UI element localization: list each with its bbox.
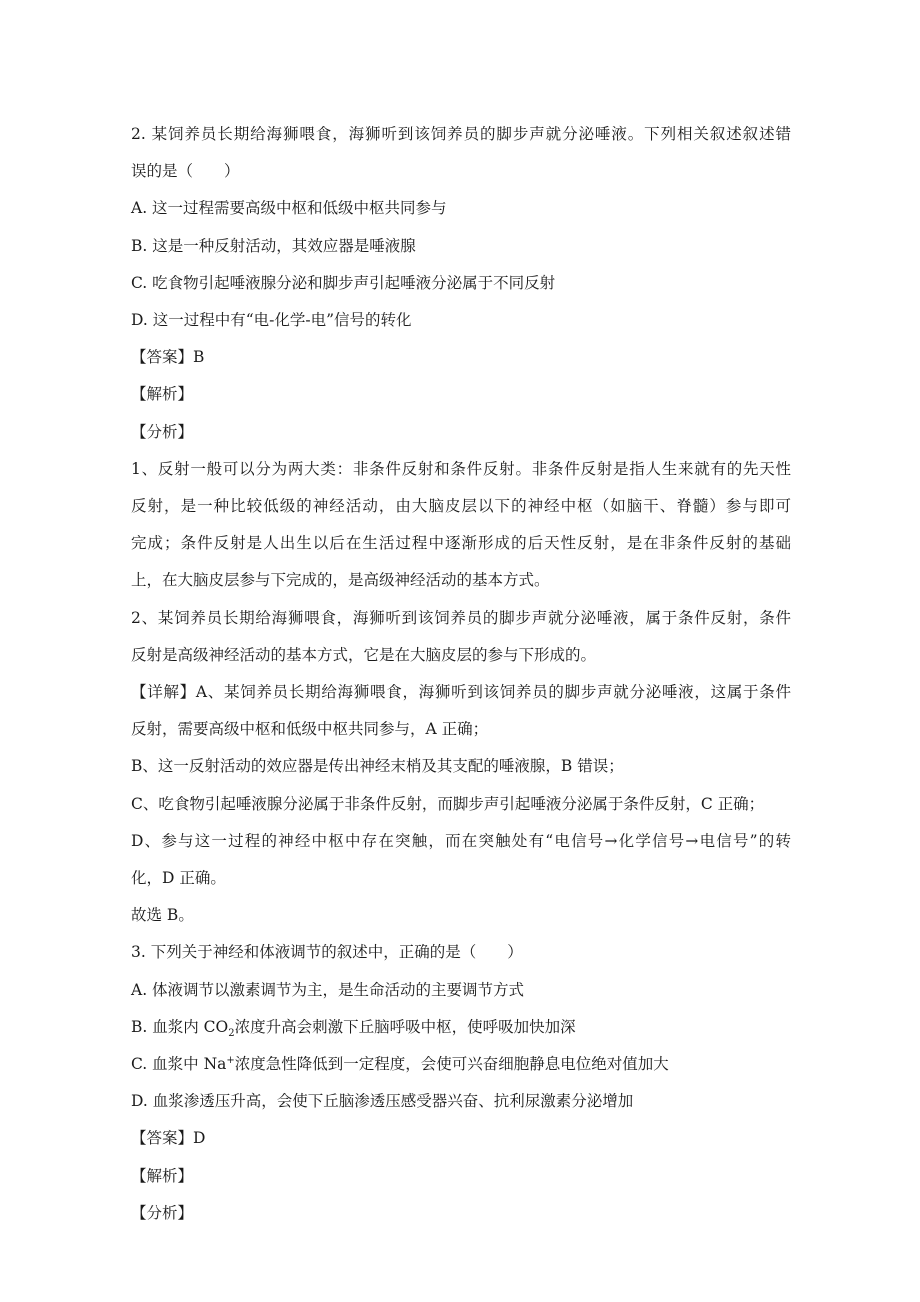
q3-fenxi-heading: 【分析】 — [131, 1203, 194, 1222]
q3-option-c-post: 浓度急性降低到一定程度，会使可兴奋细胞静息电位绝对值加大 — [234, 1055, 669, 1074]
page-content — [131, 116, 791, 1232]
q2-analysis-2-line1: 2、某饲养员长期给海狮喂食，海狮听到该饲养员的脚步声就分泌唾液，属于条件反射，条件 — [131, 608, 791, 627]
q3-option-c-pre: C. 血浆中 Na — [131, 1055, 227, 1074]
q3-jiexi-heading: 【解析】 — [131, 1166, 194, 1185]
q3-option-b-pre: B. 血浆内 CO — [131, 1017, 229, 1036]
q2-analysis-1-line1: 1、反射一般可以分为两大类：非条件反射和条件反射。非条件反射是指人生来就有的先天性 — [131, 459, 791, 478]
q2-analysis-1-line2: 反射，是一种比较低级的神经活动，由大脑皮层以下的神经中枢（如脑干、脊髓）参与即可 — [131, 497, 791, 516]
q3-option-b — [131, 1009, 791, 1046]
q2-detail-a-line2: 反射，需要高级中枢和低级中枢共同参与，A 正确； — [131, 720, 489, 739]
q2-option-c: C. 吃食物引起唾液腺分泌和脚步声引起唾液分泌属于不同反射 — [131, 273, 556, 292]
q2-detail-c: C、吃食物引起唾液腺分泌属于非条件反射，而脚步声引起唾液分泌属于条件反射，C 正确； — [131, 794, 765, 813]
q2-option-a: A. 这一过程需要高级中枢和低级中枢共同参与 — [131, 199, 447, 218]
q2-fenxi-heading: 【分析】 — [131, 422, 194, 441]
q2-analysis-1-line4: 上，在大脑皮层参与下完成的，是高级神经活动的基本方式。 — [131, 571, 550, 590]
q2-detail-a-text: A、某饲养员长期给海狮喂食，海狮听到该饲养员的脚步声就分泌唾液，这属于条件 — [195, 683, 791, 702]
q2-detail-label: 【详解】 — [131, 683, 196, 702]
q3-option-c-superscript: + — [226, 1054, 235, 1066]
q2-detail-b: B、这一反射活动的效应器是传出神经末梢及其支配的唾液腺，B 错误； — [131, 757, 624, 776]
q3-option-c — [131, 1046, 791, 1083]
q3-stem: 3. 下列关于神经和体液调节的叙述中，正确的是（ ） — [131, 943, 523, 962]
q3-option-a: A. 体液调节以激素调节为主，是生命活动的主要调节方式 — [131, 980, 525, 999]
q2-option-d: D. 这一过程中有“电-化学-电”信号的转化 — [131, 311, 412, 330]
q3-answer: 【答案】D — [131, 1129, 206, 1148]
q2-answer: 【答案】B — [131, 348, 205, 367]
q2-detail-a-line1 — [131, 674, 791, 711]
q2-option-b: B. 这是一种反射活动，其效应器是唾液腺 — [131, 236, 416, 255]
q2-detail-d-line1: D、参与这一过程的神经中枢中存在突触，而在突触处有“电信号→化学信号→电信号”的转 — [131, 831, 791, 850]
q2-stem-line2: 误的是（ ） — [131, 162, 240, 181]
q2-stem-line1: 2. 某饲养员长期给海狮喂食，海狮听到该饲养员的脚步声就分泌唾液。下列相关叙述叙述错 — [131, 125, 791, 143]
q3-option-b-post: 浓度升高会刺激下丘脑呼吸中枢，使呼吸加快加深 — [234, 1017, 576, 1036]
q3-option-b-subscript: 2 — [228, 1027, 235, 1039]
q2-conclusion: 故选 B。 — [131, 906, 194, 925]
q3-option-d: D. 血浆渗透压升高，会使下丘脑渗透压感受器兴奋、抗利尿激素分泌增加 — [131, 1092, 634, 1111]
q2-analysis-2-line2: 反射是高级神经活动的基本方式，它是在大脑皮层的参与下形成的。 — [131, 645, 597, 664]
q2-detail-d-line2: 化，D 正确。 — [131, 869, 226, 888]
q2-jiexi-heading: 【解析】 — [131, 385, 194, 404]
q2-analysis-1-line3: 完成；条件反射是人出生以后在生活过程中逐渐形成的后天性反射，是在非条件反射的基础 — [131, 534, 791, 553]
